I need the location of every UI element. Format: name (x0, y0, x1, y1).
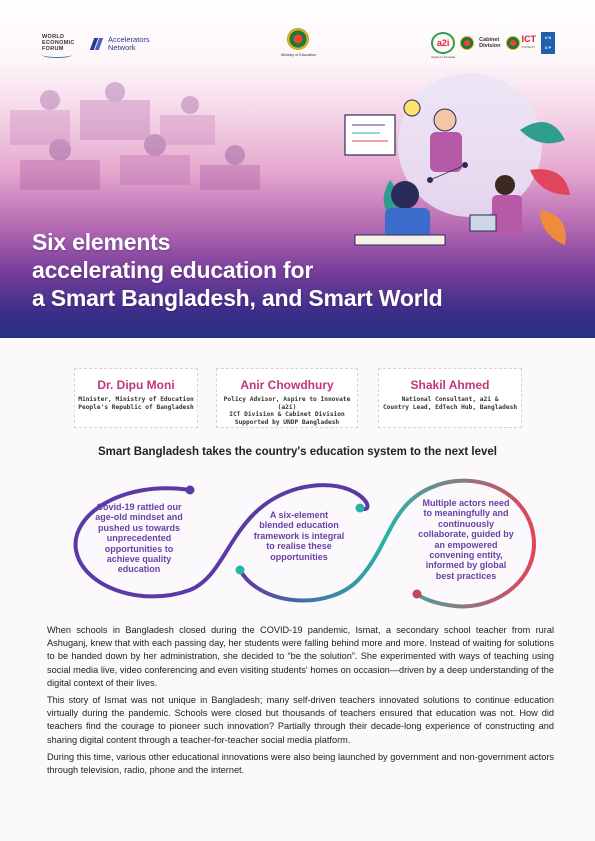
flow-node (356, 504, 365, 513)
article-body (47, 624, 554, 781)
author-role: National Consultant, a2i & Country Lead, EdTech Hub, Bangladesh (382, 396, 518, 411)
flow-step-1: Covid-19 rattled our age-old mindset and pushed us towards unprecedented opportunities to achieve quality education (95, 502, 183, 575)
wef-logo: WORLD ECONOMIC FORUM (42, 34, 75, 53)
body-paragraph: During this time, various other educational innovations were also being launched by government and non-government actors through television, radio, phone and the internet. (47, 751, 554, 776)
author-name: Anir Chowdhury (240, 378, 334, 392)
logo-row (0, 28, 595, 64)
classroom-background (10, 82, 260, 190)
authors-row (74, 368, 522, 428)
flow-node (186, 486, 195, 495)
flow-diagram (60, 466, 550, 612)
body-paragraph: This story of Ismat was not unique in Bangladesh; many self-driven teachers innovated solutions to continue education virtually during the pandemic. Schools were closed but thousands of teachers ensured that education was not. How did teachers find the courage to pioneer such innovation? Partially through their decade-long experience of constructing and sharing digital content through a teacher-for-teacher social media platform. (47, 695, 554, 745)
author-card (378, 368, 522, 428)
hero-banner (0, 0, 595, 338)
flow-step-3: Multiple actors need to meaningfully and continuously collaborate, guided by an empowered convening entity, informed by global best practices (418, 498, 514, 581)
author-role: Minister, Ministry of Education People's Republic of Bangladesh (78, 396, 194, 411)
author-name: Dr. Dipu Moni (97, 378, 175, 392)
cabinet-division-logo: Cabinet Division (479, 37, 501, 49)
hero-title: Six elements accelerating education for a Smart Bangladesh, and Smart World (32, 229, 443, 311)
author-card (216, 368, 358, 428)
students-illustration (345, 73, 570, 245)
a2i-logo: a2i Aspire to Innovate (431, 32, 455, 54)
body-paragraph: When schools in Bangladesh closed during the COVID-19 pandemic, Ismat, a secondary school teacher from rural Ashuganj, knew that with each passing day, her students were falling behind more and more. Instead of waiting for solutions to be handed down by her administration, she decided to “be the solution”. She experimented with ways of teaching using social media live, video conferencing and even visiting students' homes on occasion—driven by a deep understanding of the digital context of their lives. (47, 625, 554, 688)
accelerators-mark-icon (92, 37, 104, 51)
ict-seal-icon (506, 36, 520, 50)
ict-division-logo: ICT DIVISION (506, 35, 537, 51)
accelerators-network-logo: Accelerators Network (92, 36, 150, 52)
government-seal-icon (287, 28, 309, 50)
author-role: Policy Advisor, Aspire to Innovate (a2i) ICT Division & Cabinet Division Supported by UNDP Bangladesh (223, 396, 351, 426)
partner-logos (431, 32, 555, 59)
section-subheading: Smart Bangladesh takes the country's education system to the next level (98, 446, 497, 458)
flow-node (236, 566, 245, 575)
flow-node (413, 590, 422, 599)
undp-logo: U N D P (541, 32, 555, 54)
wef-logo-arc (42, 52, 72, 58)
flow-step-2: A six-element blended education framework is integral to realise these opportunities (253, 510, 345, 562)
author-card (74, 368, 198, 428)
author-name: Shakil Ahmed (410, 378, 490, 392)
ministry-of-education-logo: Ministry of Education (281, 28, 315, 57)
cabinet-seal-icon (460, 36, 474, 50)
